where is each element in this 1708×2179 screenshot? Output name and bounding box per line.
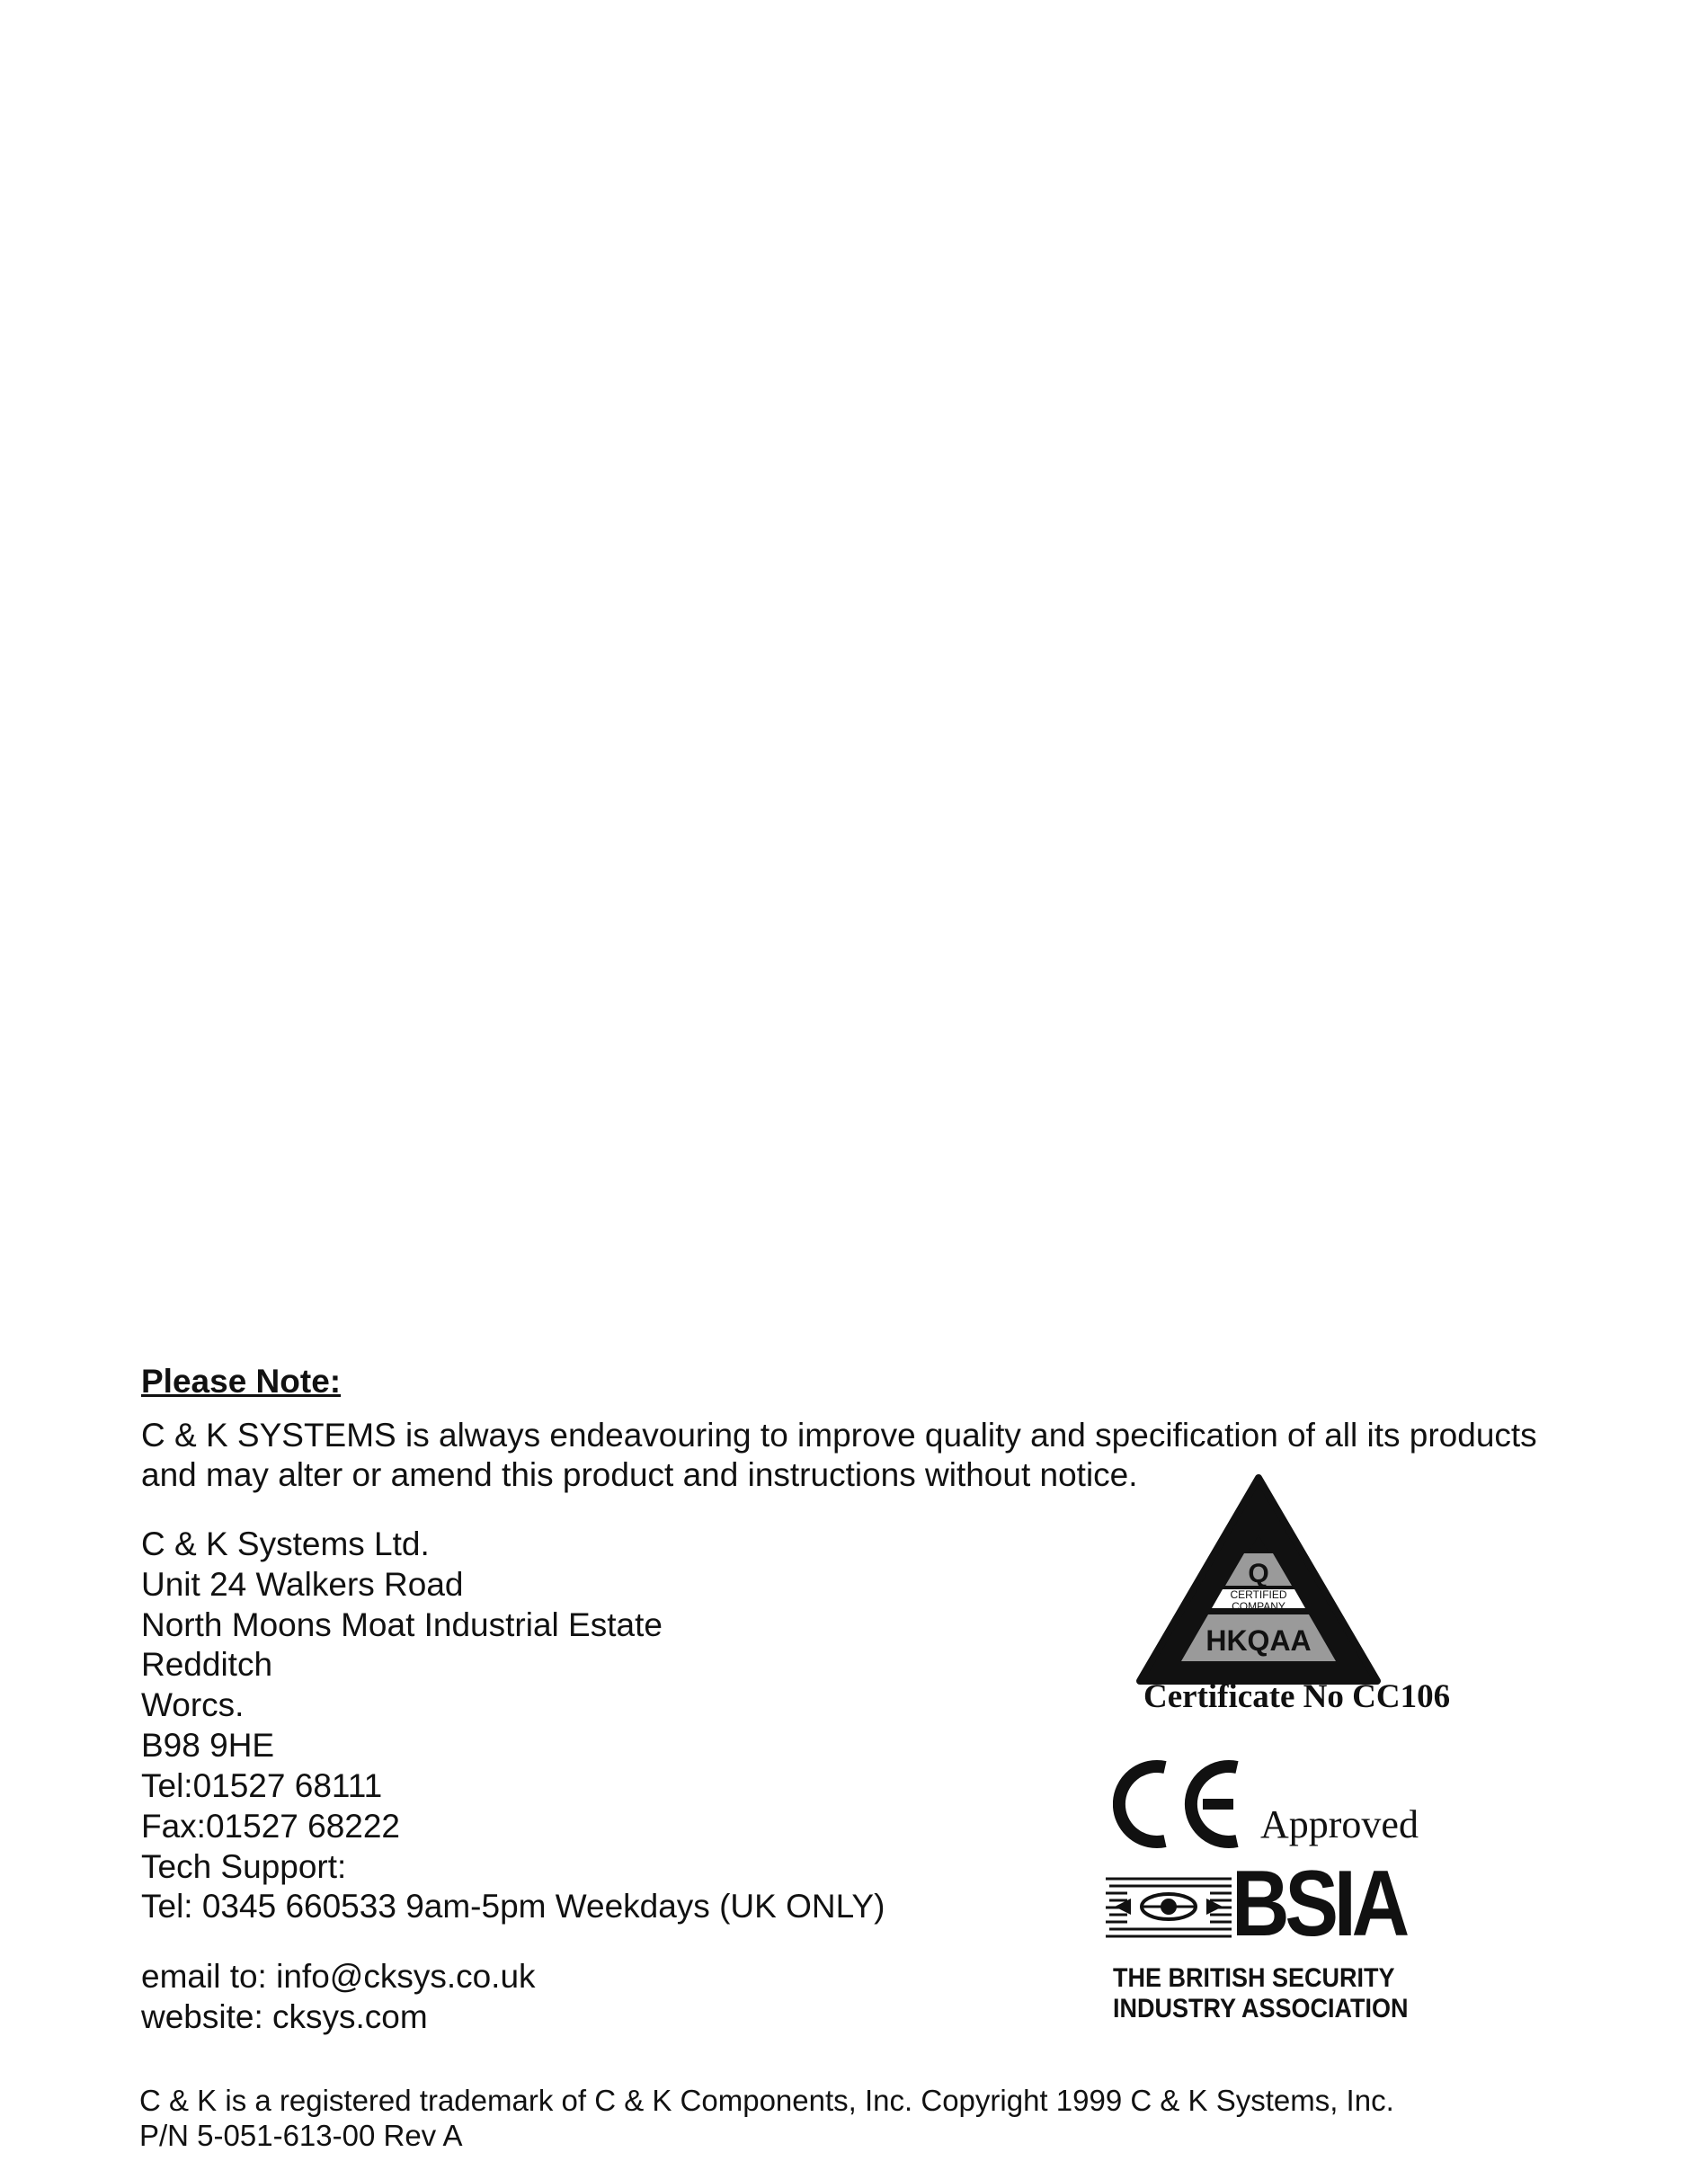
company-name: C & K Systems Ltd.	[141, 1525, 430, 1562]
bsia-emblem-icon	[1106, 1875, 1232, 1938]
address-estate: North Moons Moat Industrial Estate	[141, 1606, 663, 1643]
address-county: Worcs.	[141, 1686, 245, 1723]
email-address: email to: info@cksys.co.uk	[141, 1958, 536, 1995]
hkqaa-certified-text: CERTIFIED	[1230, 1588, 1287, 1601]
hkqaa-company-text: COMPANY	[1232, 1600, 1285, 1613]
hkqaa-name-text: HKQAA	[1205, 1624, 1312, 1657]
website-address: website: cksys.com	[141, 1998, 428, 2035]
address-town: Redditch	[141, 1646, 273, 1683]
please-note-heading: Please Note:	[141, 1363, 342, 1400]
bsia-logo-text: BSIA	[1232, 1852, 1406, 1956]
certificate-number: Certificate No CC106	[1143, 1678, 1451, 1715]
ce-mark-icon	[1113, 1758, 1246, 1850]
tech-support-label: Tech Support:	[141, 1848, 347, 1885]
fax-number: Fax:01527 68222	[141, 1808, 401, 1845]
hkqaa-q-text: Q	[1248, 1559, 1269, 1588]
address-street: Unit 24 Walkers Road	[141, 1566, 464, 1603]
hkqaa-certified-logo	[1134, 1472, 1383, 1693]
phone-number: Tel:01527 68111	[141, 1767, 383, 1804]
tech-support-phone: Tel: 0345 660533 9am-5pm Weekdays (UK ONLY)	[141, 1888, 885, 1925]
address-postcode: B98 9HE	[141, 1727, 275, 1764]
bsia-tagline-line-2: INDUSTRY ASSOCIATION	[1113, 1994, 1409, 2023]
bsia-tagline-line-1: THE BRITISH SECURITY	[1113, 1963, 1395, 1993]
trademark-copyright-notice: C & K is a registered trademark of C & K Components, Inc. Copyright 1999 C & K Systems, Inc.	[139, 2084, 1394, 2117]
note-text-line-2: and may alter or amend this product and instructions without notice.	[141, 1456, 1138, 1493]
note-text-line-1: C & K SYSTEMS is always endeavouring to improve quality and specification of all its products	[141, 1417, 1537, 1454]
part-number: P/N 5-051-613-00 Rev A	[139, 2119, 463, 2152]
ce-approved-label: Approved	[1260, 1802, 1419, 1846]
